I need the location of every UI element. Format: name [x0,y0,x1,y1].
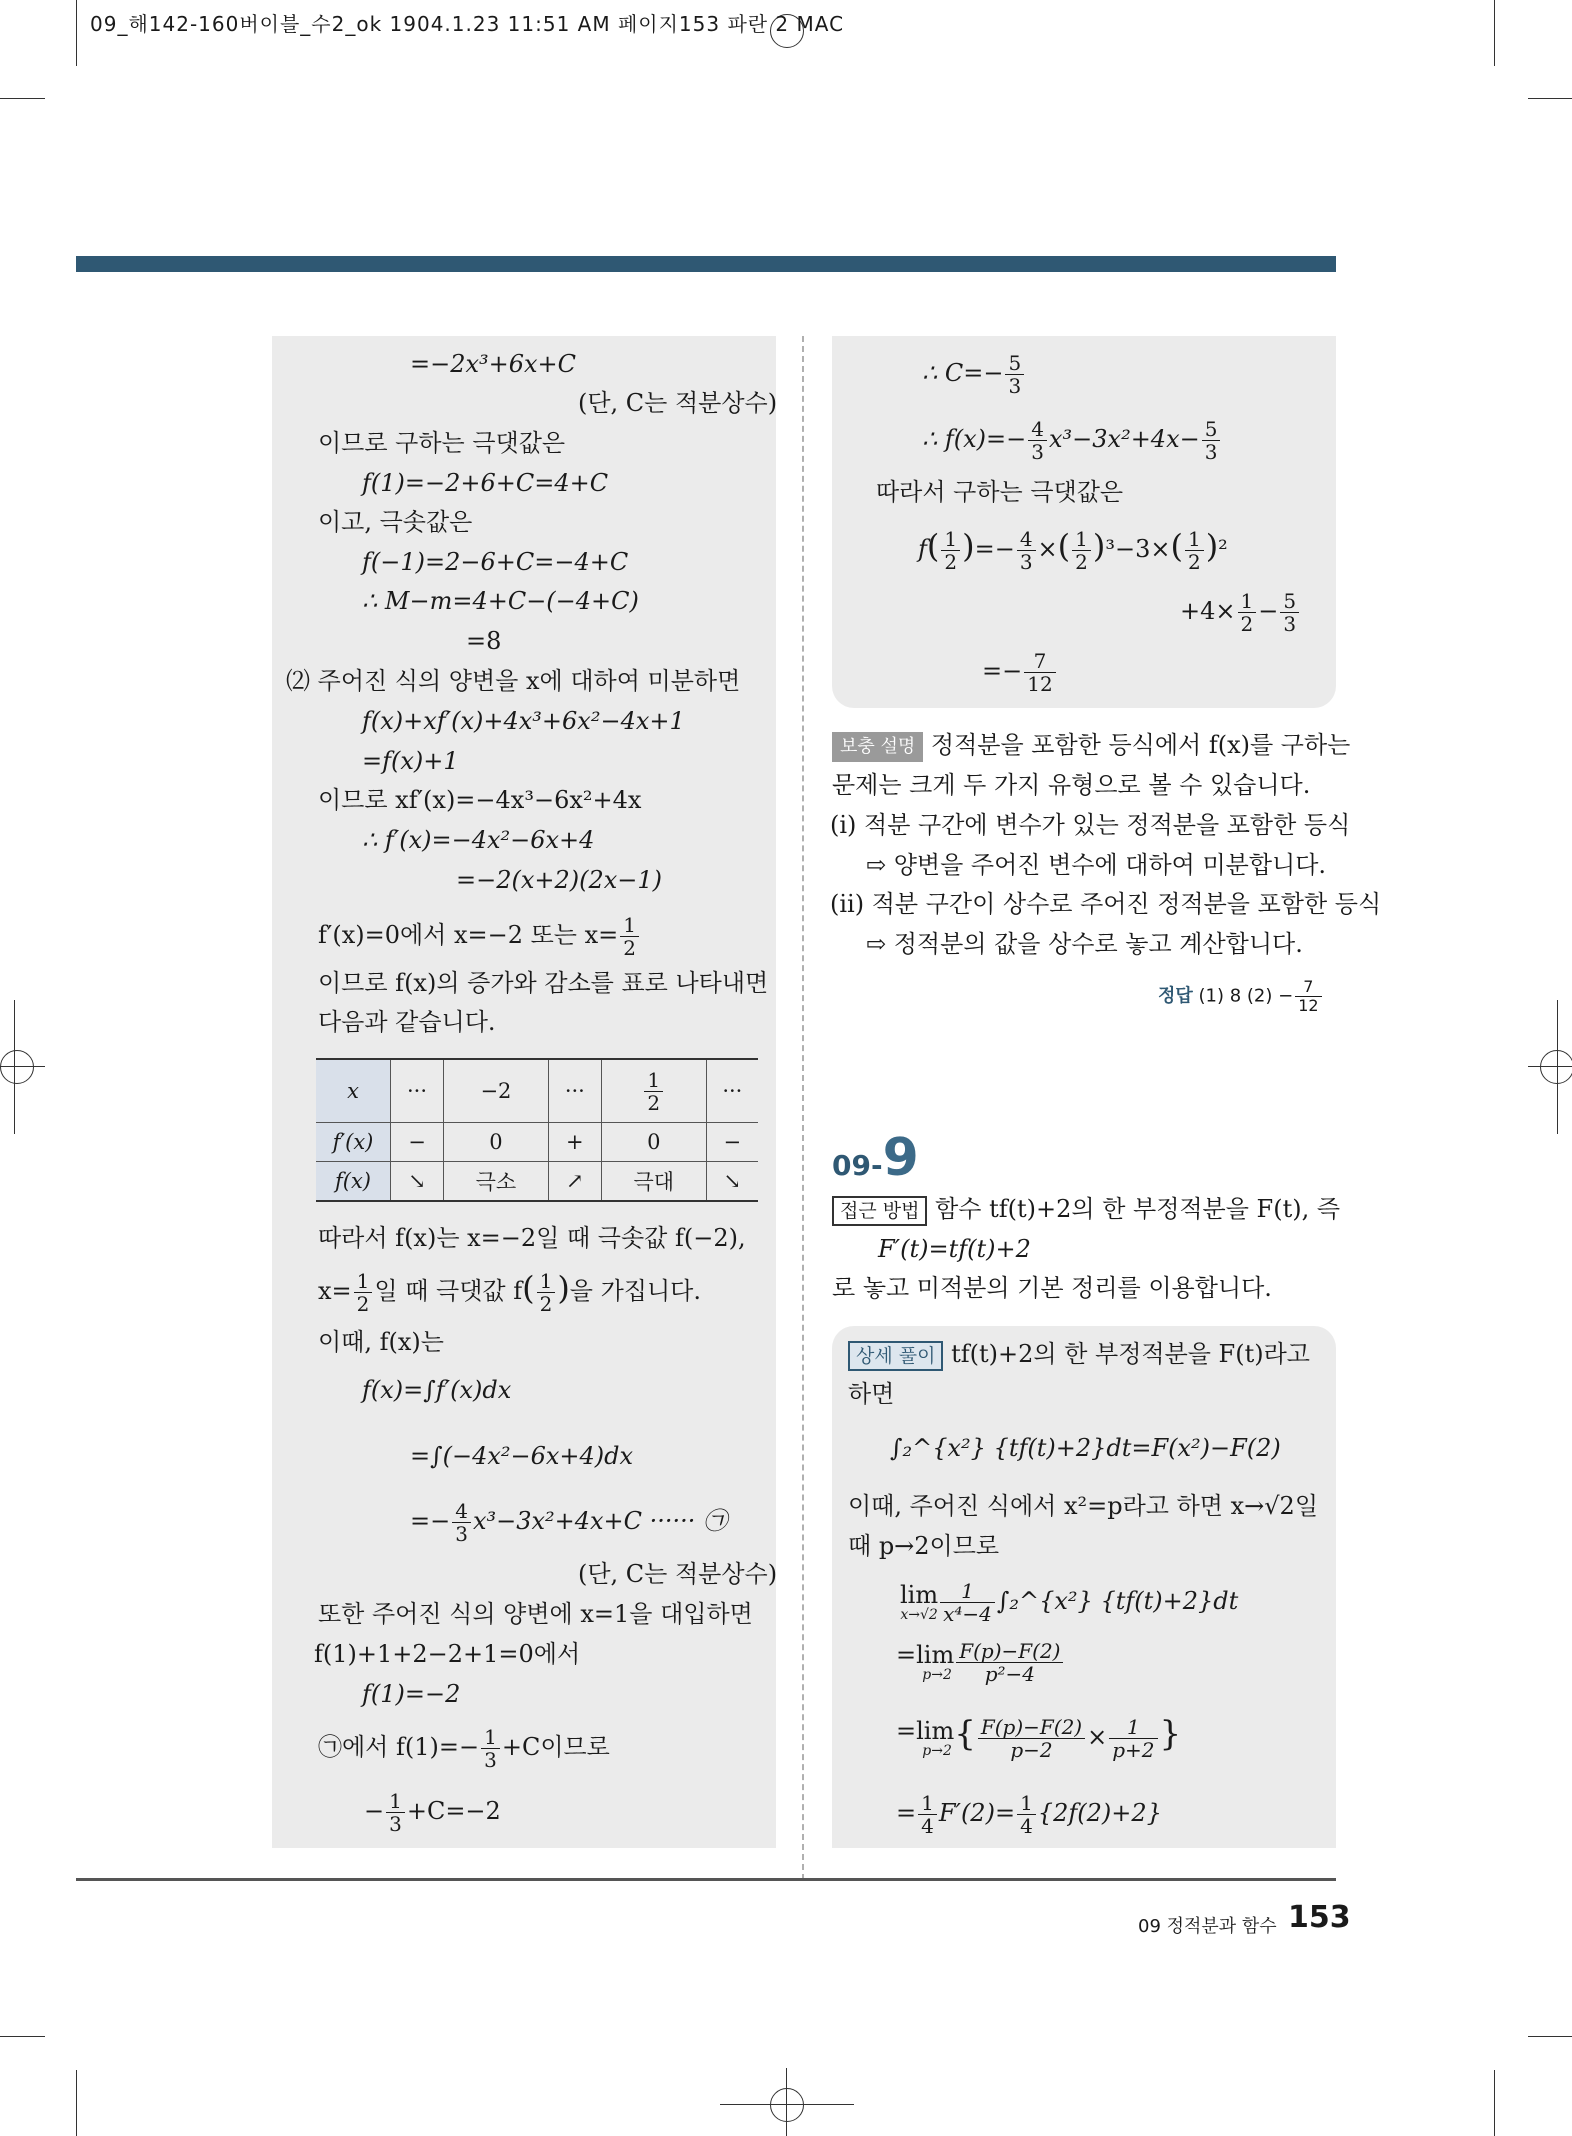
text-line [1180,590,1301,635]
text-segment: ³−3× [1105,535,1171,563]
fraction: $\frac{1}{3}$ [386,1790,405,1835]
answer-line [1158,978,1324,1015]
paren: ( [926,527,940,565]
text-line: =−2x³+6x+C [410,350,577,378]
fraction: $\frac{1}{2}$ [941,528,960,573]
text-line: ∴ M−m=4+C−(−4+C) [362,587,639,615]
crop-mark [76,0,77,66]
text-line [982,650,1058,695]
table-row [316,1059,758,1123]
paren: ( [1170,527,1183,565]
limit [896,1640,955,1683]
registration-circle [770,2088,804,2122]
text-line: =f(x)+1 [362,747,459,775]
text-line: 따라서 구하는 극댓값은 [876,478,1124,506]
text-line: 이므로 f(x)의 증가와 감소를 표로 나타내면 [318,969,769,997]
text-segment: ∴ f(x)=− [922,425,1027,453]
print-slug: 09_해142-160버이블_수2_ok 1904.1.23 11:51 AM 페이지153 파란 2 MAC [90,12,845,36]
limit [896,1716,955,1759]
text-line: 때 p→2이므로 [848,1532,1000,1560]
approach-tag: 접근 방법 [832,1196,927,1226]
text-segment: 을 가집니다. [569,1277,701,1305]
fraction: $\frac{7}{12}$ [1295,978,1321,1015]
text-line [832,729,1350,762]
text-line: 하면 [848,1380,895,1408]
text-segment: f [918,535,927,563]
text-line: f(x)=∫f′(x)dx [362,1376,512,1404]
lim-text: lim [900,1580,939,1609]
text-segment: ㉠에서 f(1)=− [318,1733,480,1761]
text-line [900,1580,1238,1625]
text-line [922,352,1026,397]
text-line: =∫(−4x²−6x+4)dx [410,1442,634,1470]
fraction: $\frac{5}{3}$ [1202,418,1221,463]
column-divider [802,336,804,1880]
lim-text: =lim [896,1640,955,1669]
text-line: ∫₂^{x²} {tf(t)+2}dt=F(x²)−F(2) [890,1434,1281,1462]
text-segment: {2f(2)+2} [1037,1799,1162,1827]
crop-mark [0,2036,45,2037]
lim-sub: p→2 [922,1742,952,1759]
text-line [318,1726,610,1771]
table-cell: − [391,1123,444,1162]
text-line [364,1790,501,1835]
text-segment: 함수 tf(t)+2의 한 부정적분을 F(t), 즉 [935,1195,1341,1223]
text-line: 따라서 f(x)는 x=−2일 때 극솟값 f(−2), [318,1224,746,1252]
text-segment: ² [1218,535,1228,563]
supplement-tag: 보충 설명 [832,732,923,762]
fraction: $\frac{1}{2}$ [537,1270,556,1315]
fraction: $\frac{7}{12}$ [1024,650,1055,695]
fraction: $\frac{1}{p+2}$ [1109,1716,1157,1761]
text-line: (ⅰ) 적분 구간에 변수가 있는 정적분을 포함한 등식 [830,811,1351,839]
text-line: 로 놓고 미적분의 기본 정리를 이용합니다. [832,1274,1272,1302]
table-cell: f′(x) [316,1123,391,1162]
text-line [318,914,641,959]
text-segment: +C이므로 [501,1733,610,1761]
lim-text: =lim [896,1716,955,1745]
table-cell: 극소 [444,1162,549,1202]
text-line: =−2(x+2)(2x−1) [456,866,663,894]
crop-mark [76,2070,77,2136]
brace: } [1159,1714,1182,1754]
fraction: $\frac{5}{3}$ [1280,590,1299,635]
fraction: $\frac{4}{3}$ [1017,528,1036,573]
increase-decrease-table [316,1058,758,1202]
table-cell: ↗ [548,1162,601,1202]
page-number: 153 [1288,1900,1351,1935]
text-line [896,1640,1065,1685]
text-segment: x= [318,1277,352,1305]
text-line: ∴ f′(x)=−4x²−6x+4 [362,826,595,854]
table-cell: ··· [706,1059,758,1123]
crop-mark [1528,98,1572,99]
fraction: $\frac{1}{4}$ [1017,1792,1036,1837]
right-solution-box [832,336,1336,708]
text-line [896,1792,1162,1837]
registration-circle [0,1050,34,1084]
text-line: f(1)=−2 [362,1680,461,1708]
times: × [1087,1723,1108,1751]
text-segment: +4× [1180,597,1236,625]
paren: ) [1205,527,1219,565]
crop-mark [1528,2036,1572,2037]
text-line [918,528,1228,573]
text-line: 이때, f(x)는 [318,1328,444,1356]
text-segment: =− [410,1507,451,1535]
table-cell: 0 [444,1123,549,1162]
paren: ) [962,527,975,565]
text-line: 문제는 크게 두 가지 유형으로 볼 수 있습니다. [832,771,1311,799]
text-segment: +C=−2 [406,1797,501,1825]
text-segment: 정적분을 포함한 등식에서 f(x)를 구하는 [930,731,1351,759]
fraction: $\frac{5}{3}$ [1005,352,1024,397]
text-segment: × [1037,535,1058,563]
chapter-title: 09 정적분과 함수 [1138,1916,1277,1937]
text-segment: x³−3x²+4x+C ······ ㉠ [472,1507,728,1535]
crop-mark [1494,2070,1495,2136]
text-line: 이므로 구하는 극댓값은 [318,429,566,457]
text-segment: =− [974,535,1015,563]
text-line: ⇨ 정적분의 값을 상수로 놓고 계산합니다. [866,930,1303,958]
table-cell [601,1059,706,1123]
problem-number [832,1128,919,1188]
fraction: $\frac{1}{2}$ [1185,528,1204,573]
text-line: f(1)=−2+6+C=4+C [362,469,609,497]
text-line: (단, C는 적분상수) [578,1560,778,1588]
text-line [410,1500,727,1545]
crop-mark [0,98,45,99]
paren: ) [557,1269,570,1307]
text-segment: =− [982,657,1023,685]
brace: { [954,1714,976,1754]
fraction: $\frac{1}{2}$ [620,914,639,959]
text-line: 이고, 극솟값은 [318,508,473,536]
table-cell: 0 [601,1123,706,1162]
table-cell: − [706,1123,758,1162]
fraction: $\frac{1}{2}$ [1238,590,1257,635]
text-segment: ∴ C=− [922,359,1004,387]
text-line: (ⅱ) 적분 구간이 상수로 주어진 정적분을 포함한 등식 [830,890,1382,918]
limit [900,1580,939,1623]
text-line [922,418,1222,463]
fraction: $\frac{1}{3}$ [481,1726,500,1771]
text-segment: f′(x)=0에서 x=−2 또는 x= [318,921,619,949]
text-segment: x³−3x²+4x− [1049,425,1200,453]
detail-tag: 상세 풀이 [848,1341,943,1371]
fraction: $\frac{1}{2}$ [644,1069,663,1114]
text-line: 또한 주어진 식의 양변에 x=1을 대입하면 [318,1600,753,1628]
lim-sub: x→√2 [900,1606,938,1623]
lim-sub: p→2 [922,1666,952,1683]
text-segment: F′(2)= [938,1799,1016,1827]
text-segment: = [896,1799,917,1827]
table-cell: x [316,1059,391,1123]
table-cell: ··· [391,1059,444,1123]
text-line [896,1716,1181,1761]
fraction: $\frac{F(p)-F(2)}{\text{p²−4}}$ [956,1640,1063,1685]
table-cell: ↘ [706,1162,758,1202]
table-row [316,1162,758,1202]
table-cell: 극대 [601,1162,706,1202]
text-line: =8 [466,627,502,655]
text-line [318,1270,701,1315]
crop-mark [1494,0,1495,66]
text-segment: − [364,1797,385,1825]
text-line: f(1)+1+2−2+1=0에서 [314,1640,581,1668]
problem-prefix: 09- [832,1149,883,1182]
answer-value: (1) 8 (2) − [1198,985,1294,1007]
fraction: $\frac{1}{2}$ [1072,528,1091,573]
text-line: ⇨ 양변을 주어진 변수에 대하여 미분합니다. [866,851,1327,879]
text-line: F′(t)=tf(t)+2 [878,1235,1031,1263]
text-line [832,1193,1340,1226]
table-cell: + [548,1123,601,1162]
text-line: 이므로 xf′(x)=−4x³−6x²+4x [318,786,642,814]
text-segment: − [1258,597,1279,625]
registration-circle [1540,1050,1572,1084]
text-line: ⑵ 주어진 식의 양변을 x에 대하여 미분하면 [286,667,741,695]
text-segment: 일 때 극댓값 f [374,1277,523,1305]
problem-digit: 9 [882,1128,919,1188]
fraction: $\frac{F(p)-F(2)}{p-2}$ [978,1716,1085,1761]
table-cell: ↘ [391,1162,444,1202]
table-cell: f(x) [316,1162,391,1202]
fraction: $\frac{1}{\text{x⁴−4}}$ [940,1580,995,1625]
top-bar [76,256,1336,272]
table-row [316,1123,758,1162]
text-segment: ∫₂^{x²} {tf(t)+2}dt [996,1587,1239,1615]
fraction: $\frac{1}{2}$ [354,1270,373,1315]
text-line: (단, C는 적분상수) [578,389,778,417]
fraction: $\frac{4}{3}$ [1028,418,1047,463]
paren: ( [522,1269,535,1307]
text-line: f(−1)=2−6+C=−4+C [362,548,629,576]
fraction: $\frac{1}{4}$ [918,1792,937,1837]
text-line [848,1338,1310,1371]
text-line: 다음과 같습니다. [318,1008,496,1036]
table-cell: −2 [444,1059,549,1123]
table-cell: ··· [548,1059,601,1123]
paren: ) [1092,527,1106,565]
footer-rule [76,1878,1336,1881]
text-line: f(x)+xf′(x)+4x³+6x²−4x+1 [362,707,685,735]
paren: ( [1057,527,1071,565]
text-line: 이때, 주어진 식에서 x²=p라고 하면 x→√2일 [848,1492,1319,1520]
fraction: $\frac{4}{3}$ [452,1500,471,1545]
text-segment: tf(t)+2의 한 부정적분을 F(t)라고 [951,1340,1310,1368]
answer-label: 정답 [1158,985,1193,1007]
